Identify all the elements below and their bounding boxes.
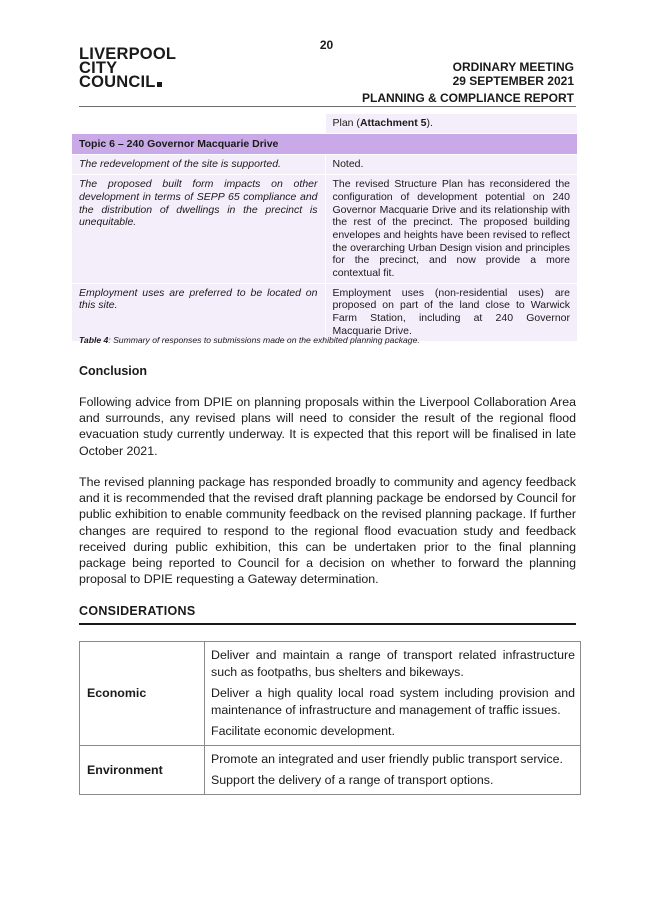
- page-number: 20: [319, 38, 334, 52]
- considerations-divider: [79, 623, 576, 625]
- logo-line-2: CITY: [79, 59, 118, 77]
- table-row: [72, 155, 577, 175]
- logo-dot-icon: [157, 82, 162, 87]
- attachment-suffix: ).: [426, 117, 433, 129]
- considerations-items: [205, 642, 581, 746]
- logo-line-1: LIVERPOOL: [79, 45, 177, 63]
- submission-cell: The proposed built form impacts on other development in terms of SEPP 65 compliance and the distribution of dwellings in the precinct is unequitable.: [72, 175, 325, 284]
- considerations-row-environment: [80, 745, 581, 794]
- report-title: PLANNING & COMPLIANCE REPORT: [361, 91, 574, 105]
- considerations-items: [205, 745, 581, 794]
- considerations-label: Economic: [80, 642, 205, 746]
- caption-label: Table 4: [79, 335, 109, 345]
- consideration-item: Support the delivery of a range of transport options.: [211, 773, 494, 787]
- table-cell-response: [325, 114, 577, 134]
- response-cell: Noted.: [325, 155, 577, 175]
- council-logo: [79, 47, 176, 89]
- considerations-row-economic: [80, 642, 581, 746]
- conclusion-paragraph-2: The revised planning package has responded broadly to community and agency feedback and it is recommended that the revised draft planning package be endorsed by Council for public exhibition to enable community feedback on the revised planning package. If further changes are required to respond to the regional flood evacuation study and feedback received during public exhibition, this can be undertaken prior to the final planning package being reported to Council for a decision on whether to forward the planning proposal to DPIE requesting a Gateway determination.: [79, 475, 576, 587]
- conclusion-heading: Conclusion: [79, 364, 148, 378]
- response-cell: Employment uses (non-residential uses) are proposed on part of the land close to Warwick Farm Station, including at 240 Governor Macquarie Drive.: [325, 283, 577, 340]
- attachment-link-text: Attachment 5: [359, 117, 427, 129]
- table-row: [72, 283, 577, 340]
- caption-text: : Summary of responses to submissions made on the exhibited planning package.: [108, 335, 420, 345]
- consideration-item: Deliver and maintain a range of transport related infrastructure such as footpaths, bus shelters and bikeways.: [211, 648, 575, 679]
- header-divider: [79, 106, 576, 107]
- table-row: [72, 114, 577, 134]
- response-cell: The revised Structure Plan has reconsidered the configuration of development potential on 240 Governor Macquarie Drive and its relationship with the rest of the precinct. The proposed building envelopes and heights have been revised to reflect the overarching Urban Design vision and principles for the precinct, and now provide a more contextual fit.: [325, 175, 577, 284]
- meeting-date: 29 SEPTEMBER 2021: [452, 74, 574, 88]
- consideration-item: Promote an integrated and user friendly public transport service.: [211, 751, 563, 766]
- consideration-item: Facilitate economic development.: [211, 724, 395, 738]
- table-caption: [79, 335, 420, 345]
- table-row: [72, 175, 577, 284]
- table-cell-empty: [72, 114, 325, 134]
- topic-heading: Topic 6 – 240 Governor Macquarie Drive: [72, 133, 577, 155]
- considerations-table: [79, 641, 581, 795]
- conclusion-paragraph-1: Following advice from DPIE on planning proposals within the Liverpool Collaboration Area and surrounds, any revised plans will need to consider the result of the regional flood evacuation study currently underway. It is expected that this report will be finalised in late October 2021.: [79, 395, 576, 458]
- considerations-label: Environment: [80, 745, 205, 794]
- logo-line-3: COUNCIL: [79, 73, 156, 91]
- submissions-response-table: [72, 113, 577, 341]
- attachment-prefix: Plan (: [332, 117, 360, 129]
- meeting-title: ORDINARY MEETING: [452, 60, 574, 74]
- submission-cell: Employment uses are preferred to be located on this site.: [72, 283, 325, 340]
- topic-heading-row: [72, 133, 577, 155]
- considerations-heading: CONSIDERATIONS: [79, 604, 196, 618]
- submission-cell: The redevelopment of the site is supported.: [72, 155, 325, 175]
- consideration-item: Deliver a high quality local road system including provision and maintenance of infrastructure and management of traffic issues.: [211, 686, 575, 717]
